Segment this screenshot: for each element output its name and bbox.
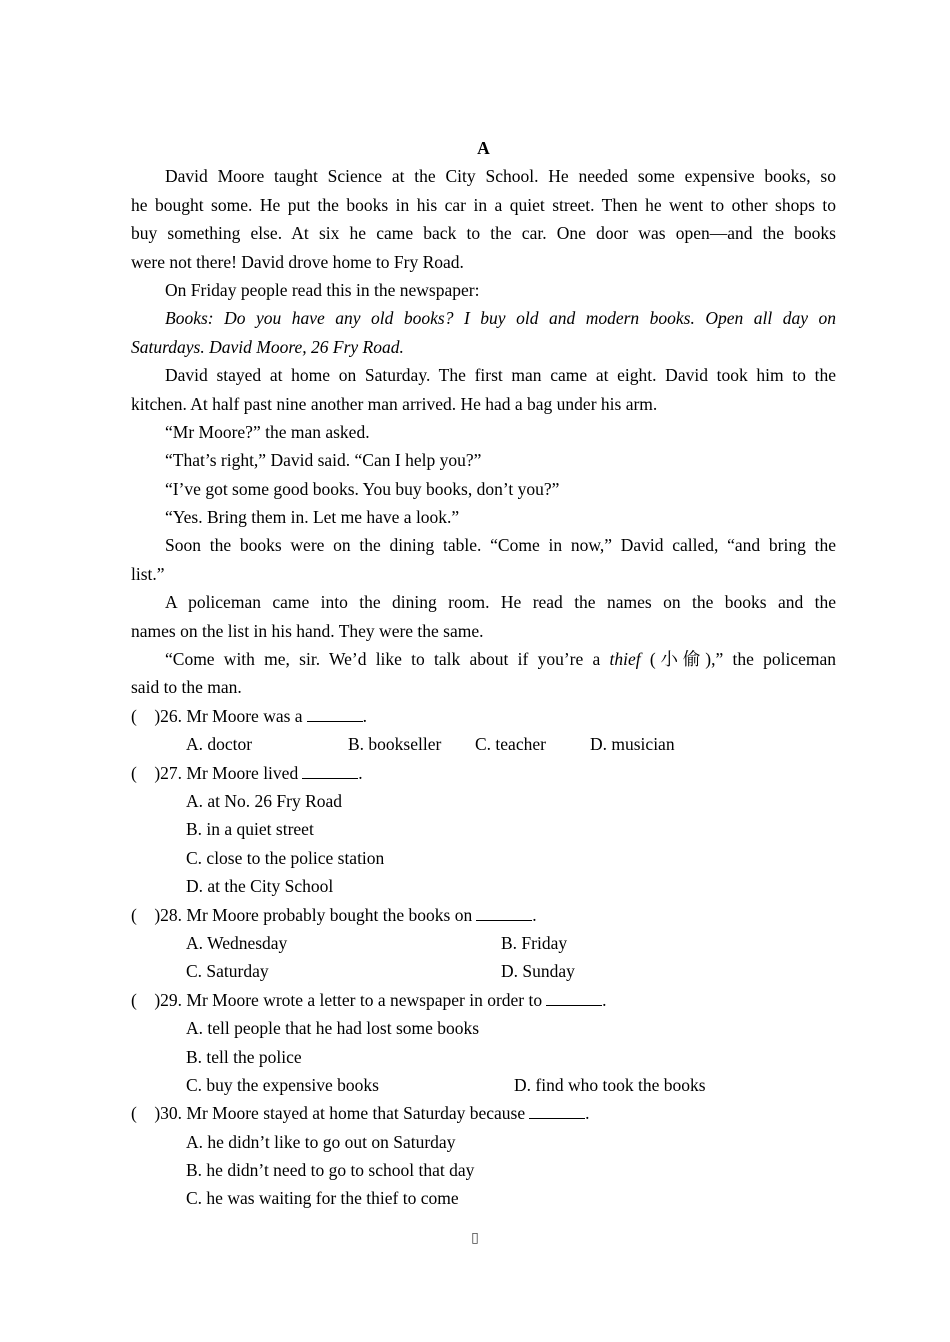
- question-26: ( )26. Mr Moore was a .: [131, 705, 367, 726]
- answer-blank: [476, 904, 532, 921]
- answer-bracket[interactable]: ( )28.: [131, 904, 183, 925]
- option-a: A. doctor: [186, 734, 253, 755]
- passage-text: (小偷),” the policeman: [649, 649, 837, 670]
- option-b: B. in a quiet street: [186, 819, 314, 840]
- section-title: A: [477, 138, 490, 158]
- answer-blank: [546, 989, 602, 1006]
- page-footer-mark: ▯: [471, 1231, 479, 1246]
- passage-line: said to the man.: [131, 677, 242, 698]
- dialogue-line: “Mr Moore?” the man asked.: [165, 421, 370, 442]
- dialogue-line: “I’ve got some good books. You buy books, don’t you?”: [165, 478, 560, 499]
- option-c: C. Saturday: [186, 961, 269, 982]
- thief-word: thief: [609, 649, 641, 670]
- question-29: ( )29. Mr Moore wrote a letter to a newspaper in order to .: [131, 989, 607, 1010]
- options-row: [131, 929, 836, 957]
- option-c: C. he was waiting for the thief to come: [186, 1188, 459, 1209]
- option-d: D. musician: [590, 734, 675, 755]
- passage-line: David stayed at home on Saturday. The first man came at eight. David took him to the: [165, 365, 836, 386]
- passage-line: A policeman came into the dining room. He read the names on the books and the: [165, 592, 836, 613]
- passage-line: were not there! David drove home to Fry Road.: [131, 251, 464, 272]
- option-c: C. teacher: [475, 734, 546, 755]
- passage-line: David Moore taught Science at the City School. He needed some expensive books, so: [165, 166, 836, 187]
- option-c: C. close to the police station: [186, 847, 385, 868]
- answer-bracket[interactable]: ( )29.: [131, 989, 183, 1010]
- option-a: A. he didn’t like to go out on Saturday: [186, 1131, 456, 1152]
- passage-line: kitchen. At half past nine another man arrived. He had a bag under his arm.: [131, 393, 658, 414]
- passage-line: buy something else. At six he came back to the car. One door was open—and the books: [131, 223, 836, 244]
- answer-blank: [529, 1102, 585, 1119]
- question-stem: Mr Moore lived: [186, 762, 299, 783]
- option-d: D. at the City School: [186, 876, 334, 897]
- options-row: [131, 957, 836, 985]
- answer-bracket[interactable]: ( )26.: [131, 705, 183, 726]
- options-row: [131, 730, 836, 758]
- question-stem: Mr Moore probably bought the books on: [186, 904, 473, 925]
- dialogue-line: “Yes. Bring them in. Let me have a look.”: [165, 507, 460, 528]
- answer-bracket[interactable]: ( )30.: [131, 1103, 183, 1124]
- option-d: D. find who took the books: [514, 1074, 706, 1095]
- dialogue-line: “That’s right,” David said. “Can I help you?”: [165, 450, 482, 471]
- option-a: A. tell people that he had lost some books: [186, 1018, 480, 1039]
- passage-line: names on the list in his hand. They were the same.: [131, 620, 484, 641]
- option-a: A. at No. 26 Fry Road: [186, 790, 343, 811]
- question-27: ( )27. Mr Moore lived .: [131, 762, 363, 783]
- answer-blank: [302, 762, 358, 779]
- question-stem: Mr Moore was a: [186, 705, 303, 726]
- answer-blank: [307, 705, 363, 722]
- option-b: B. bookseller: [348, 734, 442, 755]
- option-b: B. he didn’t need to go to school that day: [186, 1160, 475, 1181]
- question-30: ( )30. Mr Moore stayed at home that Saturday because .: [131, 1103, 590, 1124]
- options-row: [131, 1071, 836, 1099]
- passage-line: Soon the books were on the dining table. “Come in now,” David called, “and bring the: [165, 535, 836, 556]
- passage-line: list.”: [131, 563, 165, 584]
- answer-bracket[interactable]: ( )27.: [131, 762, 183, 783]
- question-28: ( )28. Mr Moore probably bought the books on .: [131, 904, 537, 925]
- option-b: B. Friday: [501, 932, 568, 953]
- option-d: D. Sunday: [501, 961, 575, 982]
- option-b: B. tell the police: [186, 1046, 302, 1067]
- option-c: C. buy the expensive books: [186, 1074, 379, 1095]
- passage-text: “Come with me, sir. We’d like to talk about if you’re a: [165, 649, 601, 670]
- newspaper-ad-line: Saturdays. David Moore, 26 Fry Road.: [131, 336, 404, 357]
- newspaper-ad-line: Books: Do you have any old books? I buy old and modern books. Open all day on: [165, 308, 836, 329]
- passage-line: he bought some. He put the books in his car in a quiet street. Then he went to other shops to: [131, 194, 836, 215]
- question-stem: Mr Moore wrote a letter to a newspaper in order to: [186, 989, 543, 1010]
- passage-line: [131, 645, 836, 673]
- document-page: [131, 134, 836, 1213]
- option-a: A. Wednesday: [186, 932, 288, 953]
- question-stem: Mr Moore stayed at home that Saturday because: [186, 1103, 526, 1124]
- passage-line: On Friday people read this in the newspaper:: [165, 279, 480, 300]
